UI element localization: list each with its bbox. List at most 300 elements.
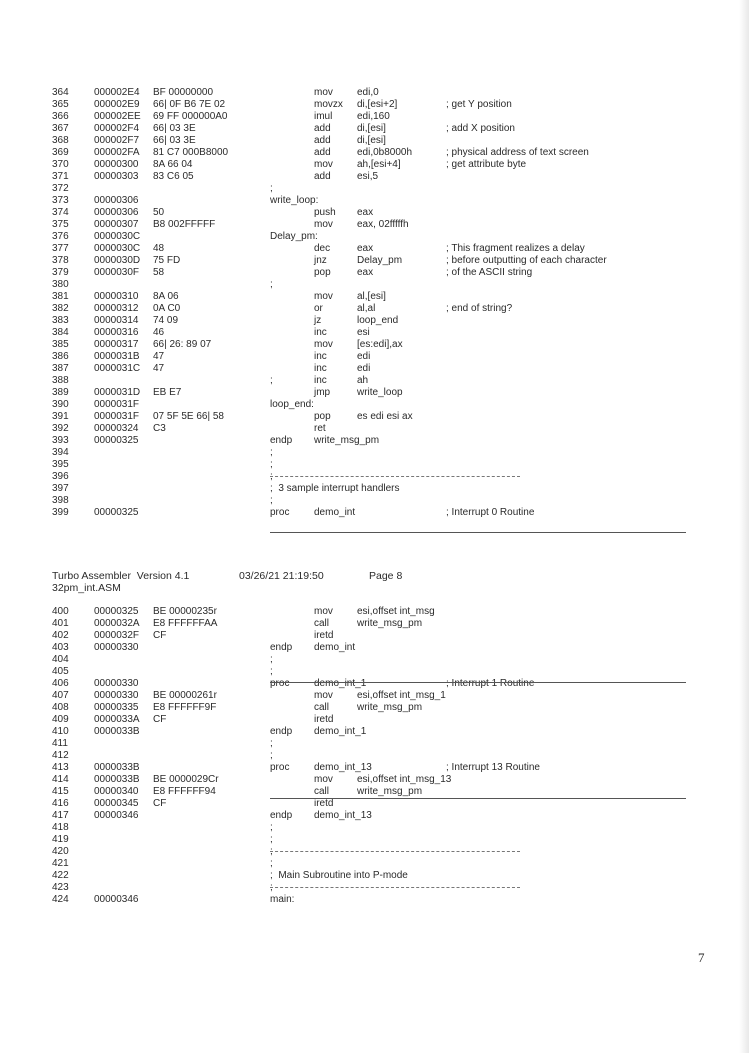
line-number: 388 bbox=[52, 375, 69, 386]
line-number: 413 bbox=[52, 762, 69, 773]
listing-line bbox=[0, 231, 749, 243]
address: 00000325 bbox=[94, 606, 139, 617]
listing-line bbox=[0, 279, 749, 291]
listing-line bbox=[0, 135, 749, 147]
listing-line bbox=[0, 303, 749, 315]
listing-line bbox=[0, 207, 749, 219]
line-number: 401 bbox=[52, 618, 69, 629]
operand: write_loop bbox=[357, 387, 403, 398]
line-number: 390 bbox=[52, 399, 69, 410]
line-number: 394 bbox=[52, 447, 69, 458]
machine-code: 47 bbox=[153, 351, 165, 362]
line-number: 408 bbox=[52, 702, 69, 713]
comment: ; of the ASCII string bbox=[446, 267, 533, 278]
mnemonic: mov bbox=[314, 606, 333, 617]
label: ; bbox=[270, 846, 273, 857]
address: 00000314 bbox=[94, 315, 139, 326]
listing-line bbox=[0, 435, 749, 447]
line-number: 422 bbox=[52, 870, 69, 881]
label: proc bbox=[270, 507, 290, 518]
label: ; bbox=[270, 654, 273, 665]
address: 00000317 bbox=[94, 339, 139, 350]
label: ; 3 sample interrupt handlers bbox=[270, 483, 400, 494]
label: endp bbox=[270, 810, 293, 821]
label: ; bbox=[270, 666, 273, 677]
listing-line bbox=[0, 411, 749, 423]
operand: esi,offset int_msg_1 bbox=[357, 690, 446, 701]
line-number: 424 bbox=[52, 894, 69, 905]
operand: [es:edi],ax bbox=[357, 339, 403, 350]
address: 000002F4 bbox=[94, 123, 140, 134]
label: ; bbox=[270, 183, 273, 194]
address: 00000330 bbox=[94, 642, 139, 653]
machine-code: 66| 26: 89 07 bbox=[153, 339, 212, 350]
listing-line bbox=[0, 315, 749, 327]
operand: di,[esi+2] bbox=[357, 99, 398, 110]
label: endp bbox=[270, 726, 293, 737]
operand: esi,offset int_msg_13 bbox=[357, 774, 452, 785]
label: ; bbox=[270, 459, 273, 470]
machine-code: E8 FFFFFFAA bbox=[153, 618, 218, 629]
operand: esi,offset int_msg bbox=[357, 606, 435, 617]
listing-line bbox=[0, 327, 749, 339]
machine-code: 81 C7 000B8000 bbox=[153, 147, 229, 158]
address: 000002E9 bbox=[94, 99, 140, 110]
line-number: 418 bbox=[52, 822, 69, 833]
operand: eax bbox=[357, 267, 374, 278]
page-number: 7 bbox=[698, 950, 705, 965]
listing-line bbox=[0, 375, 749, 387]
machine-code: 07 5F 5E 66| 58 bbox=[153, 411, 224, 422]
listing-line bbox=[0, 291, 749, 303]
label: ; bbox=[270, 447, 273, 458]
address: 0000031D bbox=[94, 387, 141, 398]
mnemonic: call bbox=[314, 702, 330, 713]
address: 000002EE bbox=[94, 111, 141, 122]
listing-line bbox=[0, 363, 749, 375]
operand: loop_end bbox=[357, 315, 399, 326]
comment: ; end of string? bbox=[446, 303, 513, 314]
operand: Delay_pm bbox=[357, 255, 403, 266]
operand: esi,5 bbox=[357, 171, 379, 182]
machine-code: 66| 03 3E bbox=[153, 123, 196, 134]
operand: al,al bbox=[357, 303, 376, 314]
operand: edi,160 bbox=[357, 111, 390, 122]
address: 00000330 bbox=[94, 678, 139, 689]
line-number: 395 bbox=[52, 459, 69, 470]
mnemonic: mov bbox=[314, 774, 333, 785]
mnemonic: jmp bbox=[314, 387, 331, 398]
address: 00000310 bbox=[94, 291, 139, 302]
comment: ; get attribute byte bbox=[446, 159, 527, 170]
mnemonic: imul bbox=[314, 111, 333, 122]
listing-line bbox=[0, 267, 749, 279]
listing-line bbox=[0, 738, 749, 750]
address: 0000030D bbox=[94, 255, 141, 266]
line-number: 399 bbox=[52, 507, 69, 518]
comment: ; before outputting of each character bbox=[446, 255, 607, 266]
address: 00000325 bbox=[94, 507, 139, 518]
mnemonic: demo_int_1 bbox=[314, 726, 367, 737]
label: loop_end: bbox=[270, 399, 314, 410]
operand: eax, 02fffffh bbox=[357, 219, 409, 230]
machine-code: CF bbox=[153, 714, 167, 725]
address: 00000303 bbox=[94, 171, 139, 182]
machine-code: E8 FFFFFF94 bbox=[153, 786, 216, 797]
line-number: 374 bbox=[52, 207, 69, 218]
mnemonic: movzx bbox=[314, 99, 343, 110]
listing-line bbox=[0, 147, 749, 159]
line-number: 364 bbox=[52, 87, 69, 98]
listing-line bbox=[0, 183, 749, 195]
machine-code: 58 bbox=[153, 267, 165, 278]
line-number: 405 bbox=[52, 666, 69, 677]
machine-code: BE 0000029Cr bbox=[153, 774, 219, 785]
address: 00000300 bbox=[94, 159, 139, 170]
address: 0000033A bbox=[94, 714, 140, 725]
listing-line bbox=[0, 606, 749, 618]
line-number: 381 bbox=[52, 291, 69, 302]
proc-separator-line bbox=[270, 798, 686, 799]
address: 00000330 bbox=[94, 690, 139, 701]
label: ; bbox=[270, 882, 273, 893]
line-number: 387 bbox=[52, 363, 69, 374]
line-number: 370 bbox=[52, 159, 69, 170]
line-number: 365 bbox=[52, 99, 69, 110]
mnemonic: write_msg_pm bbox=[314, 435, 380, 446]
machine-code: CF bbox=[153, 630, 167, 641]
line-number: 392 bbox=[52, 423, 69, 434]
operand: write_msg_pm bbox=[357, 786, 423, 797]
line-number: 372 bbox=[52, 183, 69, 194]
header-timestamp: 03/26/21 21:19:50 bbox=[239, 570, 324, 582]
mnemonic: demo_int_13 bbox=[314, 810, 372, 821]
line-number: 398 bbox=[52, 495, 69, 506]
operand: ah bbox=[357, 375, 369, 386]
address: 00000340 bbox=[94, 786, 139, 797]
listing-line bbox=[0, 678, 749, 690]
mnemonic: inc bbox=[314, 375, 327, 386]
line-number: 397 bbox=[52, 483, 69, 494]
listing-line bbox=[0, 399, 749, 411]
listing-line bbox=[0, 618, 749, 630]
mnemonic: demo_int bbox=[314, 507, 356, 518]
machine-code: 69 FF 000000A0 bbox=[153, 111, 228, 122]
machine-code: 75 FD bbox=[153, 255, 181, 266]
mnemonic: demo_int bbox=[314, 642, 356, 653]
listing-line bbox=[0, 666, 749, 678]
address: 0000031C bbox=[94, 363, 141, 374]
operand: al,[esi] bbox=[357, 291, 386, 302]
line-number: 389 bbox=[52, 387, 69, 398]
line-number: 417 bbox=[52, 810, 69, 821]
address: 0000031B bbox=[94, 351, 140, 362]
listing-line bbox=[0, 171, 749, 183]
listing-line bbox=[0, 810, 749, 822]
line-number: 406 bbox=[52, 678, 69, 689]
machine-code: 83 C6 05 bbox=[153, 171, 194, 182]
listing-line bbox=[0, 219, 749, 231]
line-number: 423 bbox=[52, 882, 69, 893]
label: ; bbox=[270, 858, 273, 869]
listing-line bbox=[0, 255, 749, 267]
line-number: 366 bbox=[52, 111, 69, 122]
mnemonic: call bbox=[314, 786, 330, 797]
address: 00000325 bbox=[94, 435, 139, 446]
listing-line bbox=[0, 339, 749, 351]
line-number: 378 bbox=[52, 255, 69, 266]
address: 0000032F bbox=[94, 630, 140, 641]
label: ; bbox=[270, 471, 273, 482]
mnemonic: add bbox=[314, 171, 331, 182]
line-number: 375 bbox=[52, 219, 69, 230]
machine-code: 66| 0F B6 7E 02 bbox=[153, 99, 226, 110]
label: proc bbox=[270, 762, 290, 773]
machine-code: 50 bbox=[153, 207, 165, 218]
address: 00000335 bbox=[94, 702, 139, 713]
mnemonic: or bbox=[314, 303, 323, 314]
comment: ; Interrupt 1 Routine bbox=[446, 678, 535, 689]
label: write_loop: bbox=[270, 195, 319, 206]
label: ; bbox=[270, 750, 273, 761]
machine-code: 8A 66 04 bbox=[153, 159, 193, 170]
address: 0000031F bbox=[94, 399, 140, 410]
line-number: 410 bbox=[52, 726, 69, 737]
machine-code: CF bbox=[153, 798, 167, 809]
dashed-separator bbox=[270, 476, 520, 477]
comment: ; Interrupt 0 Routine bbox=[446, 507, 535, 518]
line-number: 400 bbox=[52, 606, 69, 617]
address: 000002FA bbox=[94, 147, 140, 158]
listing-line bbox=[0, 834, 749, 846]
label: ; bbox=[270, 738, 273, 749]
mnemonic: mov bbox=[314, 339, 333, 350]
address: 0000030F bbox=[94, 267, 140, 278]
listing-line bbox=[0, 846, 749, 858]
listing-line bbox=[0, 243, 749, 255]
address: 00000306 bbox=[94, 195, 139, 206]
comment: ; physical address of text screen bbox=[446, 147, 589, 158]
proc-separator-line bbox=[270, 682, 686, 683]
mnemonic: add bbox=[314, 135, 331, 146]
operand: eax bbox=[357, 207, 374, 218]
operand: edi bbox=[357, 351, 371, 362]
listing-line bbox=[0, 822, 749, 834]
listing-line bbox=[0, 786, 749, 798]
machine-code: BE 00000235r bbox=[153, 606, 217, 617]
listing-line bbox=[0, 774, 749, 786]
mnemonic: jnz bbox=[314, 255, 327, 266]
operand: di,[esi] bbox=[357, 135, 386, 146]
comment: ; get Y position bbox=[446, 99, 512, 110]
address: 00000324 bbox=[94, 423, 139, 434]
address: 00000316 bbox=[94, 327, 139, 338]
listing-line bbox=[0, 654, 749, 666]
address: 00000306 bbox=[94, 207, 139, 218]
address: 00000307 bbox=[94, 219, 139, 230]
listing-line bbox=[0, 111, 749, 123]
label: ; bbox=[270, 822, 273, 833]
line-number: 415 bbox=[52, 786, 69, 797]
listing-line bbox=[0, 123, 749, 135]
mnemonic: mov bbox=[314, 690, 333, 701]
listing-line bbox=[0, 894, 749, 906]
address: 0000033B bbox=[94, 762, 140, 773]
machine-code: EB E7 bbox=[153, 387, 182, 398]
address: 0000033B bbox=[94, 774, 140, 785]
mnemonic: pop bbox=[314, 411, 331, 422]
label: ; bbox=[270, 375, 273, 386]
line-number: 412 bbox=[52, 750, 69, 761]
line-number: 420 bbox=[52, 846, 69, 857]
line-number: 384 bbox=[52, 327, 69, 338]
listing-line bbox=[0, 99, 749, 111]
machine-code: 46 bbox=[153, 327, 165, 338]
address: 00000346 bbox=[94, 810, 139, 821]
mnemonic: demo_int_1 bbox=[314, 678, 367, 689]
line-number: 414 bbox=[52, 774, 69, 785]
machine-code: B8 002FFFFF bbox=[153, 219, 216, 230]
line-number: 383 bbox=[52, 315, 69, 326]
line-number: 403 bbox=[52, 642, 69, 653]
header-filename: 32pm_int.ASM bbox=[52, 582, 121, 594]
line-number: 380 bbox=[52, 279, 69, 290]
listing-line bbox=[0, 630, 749, 642]
mnemonic: add bbox=[314, 123, 331, 134]
line-number: 404 bbox=[52, 654, 69, 665]
comment: ; Interrupt 13 Routine bbox=[446, 762, 540, 773]
line-number: 416 bbox=[52, 798, 69, 809]
listing-line bbox=[0, 882, 749, 894]
label: main: bbox=[270, 894, 295, 905]
listing-line bbox=[0, 447, 749, 459]
listing-line bbox=[0, 702, 749, 714]
operand: edi,0b8000h bbox=[357, 147, 413, 158]
proc-separator-line bbox=[270, 532, 686, 533]
line-number: 367 bbox=[52, 123, 69, 134]
line-number: 382 bbox=[52, 303, 69, 314]
dashed-separator bbox=[270, 887, 520, 888]
listing-line bbox=[0, 483, 749, 495]
listing-line bbox=[0, 870, 749, 882]
address: 0000030C bbox=[94, 243, 141, 254]
header-page: Page 8 bbox=[369, 570, 403, 582]
listing-line bbox=[0, 351, 749, 363]
mnemonic: add bbox=[314, 147, 331, 158]
machine-code: 0A C0 bbox=[153, 303, 181, 314]
listing-line bbox=[0, 423, 749, 435]
address: 0000032A bbox=[94, 618, 140, 629]
line-number: 371 bbox=[52, 171, 69, 182]
line-number: 396 bbox=[52, 471, 69, 482]
mnemonic: inc bbox=[314, 363, 327, 374]
line-number: 373 bbox=[52, 195, 69, 206]
comment: ; This fragment realizes a delay bbox=[446, 243, 585, 254]
header-title: Turbo Assembler Version 4.1 bbox=[52, 570, 190, 582]
line-number: 377 bbox=[52, 243, 69, 254]
operand: ah,[esi+4] bbox=[357, 159, 401, 170]
address: 000002F7 bbox=[94, 135, 140, 146]
address: 0000030C bbox=[94, 231, 141, 242]
listing-line bbox=[0, 858, 749, 870]
mnemonic: mov bbox=[314, 159, 333, 170]
line-number: 379 bbox=[52, 267, 69, 278]
label: ; bbox=[270, 495, 273, 506]
line-number: 369 bbox=[52, 147, 69, 158]
address: 00000345 bbox=[94, 798, 139, 809]
line-number: 421 bbox=[52, 858, 69, 869]
machine-code: BF 00000000 bbox=[153, 87, 214, 98]
line-number: 409 bbox=[52, 714, 69, 725]
mnemonic: pop bbox=[314, 267, 331, 278]
machine-code: C3 bbox=[153, 423, 166, 434]
operand: write_msg_pm bbox=[357, 702, 423, 713]
mnemonic: iretd bbox=[314, 798, 334, 809]
line-number: 393 bbox=[52, 435, 69, 446]
operand: edi bbox=[357, 363, 371, 374]
mnemonic: inc bbox=[314, 327, 327, 338]
address: 0000031F bbox=[94, 411, 140, 422]
mnemonic: demo_int_13 bbox=[314, 762, 372, 773]
line-number: 402 bbox=[52, 630, 69, 641]
dashed-separator bbox=[270, 851, 520, 852]
comment: ; add X position bbox=[446, 123, 515, 134]
mnemonic: push bbox=[314, 207, 336, 218]
machine-code: 74 09 bbox=[153, 315, 179, 326]
listing-line bbox=[0, 690, 749, 702]
machine-code: 48 bbox=[153, 243, 165, 254]
listing-line bbox=[0, 195, 749, 207]
machine-code: 66| 03 3E bbox=[153, 135, 196, 146]
mnemonic: dec bbox=[314, 243, 331, 254]
mnemonic: iretd bbox=[314, 630, 334, 641]
mnemonic: ret bbox=[314, 423, 326, 434]
mnemonic: mov bbox=[314, 219, 333, 230]
machine-code: E8 FFFFFF9F bbox=[153, 702, 217, 713]
listing-line bbox=[0, 714, 749, 726]
listing-line bbox=[0, 642, 749, 654]
listing-line bbox=[0, 726, 749, 738]
line-number: 376 bbox=[52, 231, 69, 242]
line-number: 411 bbox=[52, 738, 68, 749]
mnemonic: mov bbox=[314, 291, 333, 302]
mnemonic: mov bbox=[314, 87, 333, 98]
mnemonic: iretd bbox=[314, 714, 334, 725]
line-number: 386 bbox=[52, 351, 69, 362]
listing-line bbox=[0, 750, 749, 762]
label: proc bbox=[270, 678, 290, 689]
machine-code: 8A 06 bbox=[153, 291, 179, 302]
address: 000002E4 bbox=[94, 87, 140, 98]
label: endp bbox=[270, 435, 293, 446]
line-number: 407 bbox=[52, 690, 69, 701]
listing-line bbox=[0, 762, 749, 774]
operand: esi bbox=[357, 327, 370, 338]
operand: edi,0 bbox=[357, 87, 379, 98]
label: ; bbox=[270, 834, 273, 845]
label: ; bbox=[270, 279, 273, 290]
label: Delay_pm: bbox=[270, 231, 318, 242]
label: endp bbox=[270, 642, 293, 653]
label: ; Main Subroutine into P-mode bbox=[270, 870, 408, 881]
listing-line bbox=[0, 471, 749, 483]
address: 0000033B bbox=[94, 726, 140, 737]
address: 00000312 bbox=[94, 303, 139, 314]
listing-line bbox=[0, 495, 749, 507]
operand: eax bbox=[357, 243, 374, 254]
line-number: 419 bbox=[52, 834, 69, 845]
listing-line bbox=[0, 159, 749, 171]
